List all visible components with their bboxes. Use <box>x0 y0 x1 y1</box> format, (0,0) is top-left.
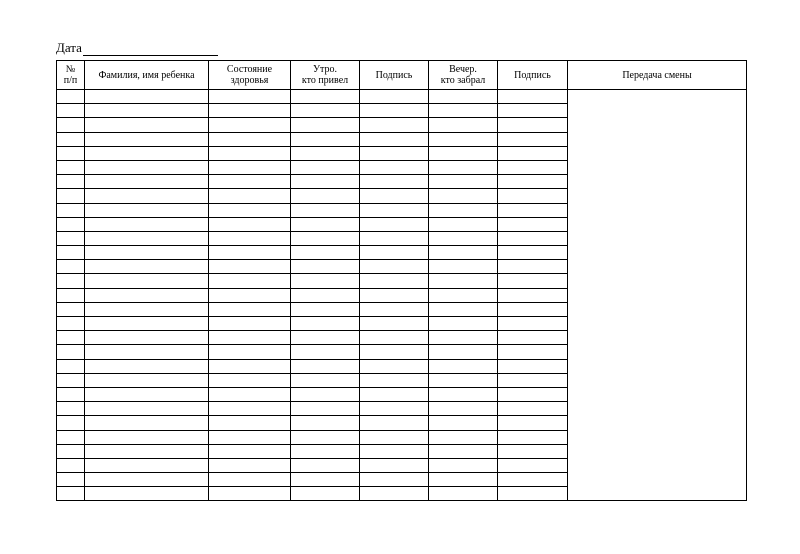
header-health: Состояние здоровья <box>209 61 291 90</box>
cell-signature-1[interactable] <box>360 217 429 231</box>
cell-signature-2[interactable] <box>498 231 568 245</box>
cell-num[interactable] <box>57 246 85 260</box>
cell-child-name[interactable] <box>85 189 209 203</box>
cell-evening[interactable] <box>429 288 498 302</box>
cell-child-name[interactable] <box>85 345 209 359</box>
cell-child-name[interactable] <box>85 487 209 501</box>
cell-health[interactable] <box>209 345 291 359</box>
cell-morning[interactable] <box>291 373 360 387</box>
cell-child-name[interactable] <box>85 458 209 472</box>
cell-evening[interactable] <box>429 430 498 444</box>
cell-signature-1[interactable] <box>360 430 429 444</box>
cell-signature-2[interactable] <box>498 246 568 260</box>
cell-signature-2[interactable] <box>498 104 568 118</box>
cell-num[interactable] <box>57 430 85 444</box>
cell-signature-2[interactable] <box>498 118 568 132</box>
cell-health[interactable] <box>209 402 291 416</box>
cell-child-name[interactable] <box>85 331 209 345</box>
cell-morning[interactable] <box>291 203 360 217</box>
cell-health[interactable] <box>209 387 291 401</box>
cell-signature-1[interactable] <box>360 160 429 174</box>
cell-num[interactable] <box>57 444 85 458</box>
cell-signature-2[interactable] <box>498 331 568 345</box>
cell-num[interactable] <box>57 288 85 302</box>
cell-signature-1[interactable] <box>360 458 429 472</box>
cell-health[interactable] <box>209 217 291 231</box>
cell-health[interactable] <box>209 331 291 345</box>
cell-num[interactable] <box>57 373 85 387</box>
cell-child-name[interactable] <box>85 387 209 401</box>
cell-evening[interactable] <box>429 473 498 487</box>
cell-evening[interactable] <box>429 246 498 260</box>
cell-child-name[interactable] <box>85 132 209 146</box>
cell-morning[interactable] <box>291 487 360 501</box>
cell-morning[interactable] <box>291 175 360 189</box>
cell-num[interactable] <box>57 274 85 288</box>
cell-morning[interactable] <box>291 160 360 174</box>
cell-child-name[interactable] <box>85 217 209 231</box>
cell-signature-2[interactable] <box>498 345 568 359</box>
cell-evening[interactable] <box>429 444 498 458</box>
cell-num[interactable] <box>57 402 85 416</box>
cell-morning[interactable] <box>291 288 360 302</box>
cell-signature-1[interactable] <box>360 402 429 416</box>
cell-health[interactable] <box>209 118 291 132</box>
cell-evening[interactable] <box>429 104 498 118</box>
cell-morning[interactable] <box>291 317 360 331</box>
cell-signature-1[interactable] <box>360 260 429 274</box>
cell-num[interactable] <box>57 458 85 472</box>
table-row <box>57 90 747 104</box>
cell-child-name[interactable] <box>85 160 209 174</box>
table-header <box>57 61 747 90</box>
cell-signature-2[interactable] <box>498 473 568 487</box>
cell-health[interactable] <box>209 373 291 387</box>
cell-num[interactable] <box>57 132 85 146</box>
cell-evening[interactable] <box>429 416 498 430</box>
date-field <box>56 40 218 56</box>
cell-num[interactable] <box>57 217 85 231</box>
cell-num[interactable] <box>57 189 85 203</box>
cell-signature-1[interactable] <box>360 288 429 302</box>
cell-signature-1[interactable] <box>360 146 429 160</box>
cell-num[interactable] <box>57 473 85 487</box>
cell-morning[interactable] <box>291 231 360 245</box>
cell-num[interactable] <box>57 487 85 501</box>
cell-signature-2[interactable] <box>498 132 568 146</box>
cell-evening[interactable] <box>429 387 498 401</box>
cell-evening[interactable] <box>429 175 498 189</box>
cell-signature-2[interactable] <box>498 430 568 444</box>
cell-child-name[interactable] <box>85 430 209 444</box>
cell-morning[interactable] <box>291 402 360 416</box>
cell-signature-1[interactable] <box>360 302 429 316</box>
date-input-line[interactable] <box>83 43 218 56</box>
cell-signature-2[interactable] <box>498 359 568 373</box>
cell-num[interactable] <box>57 231 85 245</box>
cell-evening[interactable] <box>429 189 498 203</box>
cell-signature-2[interactable] <box>498 387 568 401</box>
cell-child-name[interactable] <box>85 203 209 217</box>
cell-signature-1[interactable] <box>360 189 429 203</box>
cell-health[interactable] <box>209 231 291 245</box>
cell-health[interactable] <box>209 359 291 373</box>
cell-child-name[interactable] <box>85 246 209 260</box>
cell-signature-1[interactable] <box>360 387 429 401</box>
cell-morning[interactable] <box>291 387 360 401</box>
cell-signature-2[interactable] <box>498 444 568 458</box>
cell-signature-1[interactable] <box>360 246 429 260</box>
cell-morning[interactable] <box>291 90 360 104</box>
cell-num[interactable] <box>57 302 85 316</box>
cell-signature-2[interactable] <box>498 189 568 203</box>
cell-morning[interactable] <box>291 217 360 231</box>
cell-signature-2[interactable] <box>498 260 568 274</box>
cell-signature-2[interactable] <box>498 458 568 472</box>
cell-evening[interactable] <box>429 331 498 345</box>
cell-child-name[interactable] <box>85 473 209 487</box>
cell-child-name[interactable] <box>85 402 209 416</box>
cell-signature-2[interactable] <box>498 90 568 104</box>
cell-evening[interactable] <box>429 203 498 217</box>
cell-health[interactable] <box>209 146 291 160</box>
cell-child-name[interactable] <box>85 416 209 430</box>
cell-morning[interactable] <box>291 444 360 458</box>
cell-evening[interactable] <box>429 231 498 245</box>
cell-signature-1[interactable] <box>360 331 429 345</box>
cell-morning[interactable] <box>291 473 360 487</box>
cell-evening[interactable] <box>429 132 498 146</box>
cell-signature-1[interactable] <box>360 473 429 487</box>
cell-signature-1[interactable] <box>360 274 429 288</box>
cell-child-name[interactable] <box>85 373 209 387</box>
cell-child-name[interactable] <box>85 317 209 331</box>
cell-morning[interactable] <box>291 345 360 359</box>
cell-health[interactable] <box>209 274 291 288</box>
cell-health[interactable] <box>209 104 291 118</box>
cell-num[interactable] <box>57 345 85 359</box>
cell-num[interactable] <box>57 146 85 160</box>
cell-health[interactable] <box>209 473 291 487</box>
cell-signature-2[interactable] <box>498 160 568 174</box>
cell-morning[interactable] <box>291 132 360 146</box>
cell-child-name[interactable] <box>85 274 209 288</box>
cell-num[interactable] <box>57 260 85 274</box>
cell-num[interactable] <box>57 160 85 174</box>
cell-signature-1[interactable] <box>360 317 429 331</box>
cell-signature-1[interactable] <box>360 175 429 189</box>
cell-evening[interactable] <box>429 402 498 416</box>
cell-signature-2[interactable] <box>498 146 568 160</box>
cell-morning[interactable] <box>291 274 360 288</box>
cell-health[interactable] <box>209 302 291 316</box>
cell-evening[interactable] <box>429 260 498 274</box>
cell-health[interactable] <box>209 444 291 458</box>
cell-morning[interactable] <box>291 146 360 160</box>
cell-num[interactable] <box>57 175 85 189</box>
cell-num[interactable] <box>57 331 85 345</box>
cell-evening[interactable] <box>429 118 498 132</box>
cell-morning[interactable] <box>291 118 360 132</box>
cell-evening[interactable] <box>429 359 498 373</box>
cell-morning[interactable] <box>291 104 360 118</box>
cell-signature-1[interactable] <box>360 203 429 217</box>
header-signature-2: Подпись <box>498 61 568 90</box>
cell-health[interactable] <box>209 160 291 174</box>
cell-evening[interactable] <box>429 373 498 387</box>
cell-child-name[interactable] <box>85 118 209 132</box>
cell-signature-2[interactable] <box>498 288 568 302</box>
cell-evening[interactable] <box>429 458 498 472</box>
cell-child-name[interactable] <box>85 302 209 316</box>
attendance-table <box>56 60 747 501</box>
cell-child-name[interactable] <box>85 90 209 104</box>
cell-signature-1[interactable] <box>360 359 429 373</box>
cell-health[interactable] <box>209 430 291 444</box>
cell-signature-2[interactable] <box>498 487 568 501</box>
cell-child-name[interactable] <box>85 444 209 458</box>
cell-health[interactable] <box>209 487 291 501</box>
cell-child-name[interactable] <box>85 146 209 160</box>
cell-child-name[interactable] <box>85 231 209 245</box>
cell-signature-1[interactable] <box>360 345 429 359</box>
cell-child-name[interactable] <box>85 260 209 274</box>
cell-signature-2[interactable] <box>498 175 568 189</box>
cell-child-name[interactable] <box>85 104 209 118</box>
header-child-name: Фамилия, имя ребенка <box>85 61 209 90</box>
header-morning: Утро. кто привел <box>291 61 360 90</box>
cell-child-name[interactable] <box>85 175 209 189</box>
cell-health[interactable] <box>209 260 291 274</box>
cell-health[interactable] <box>209 317 291 331</box>
cell-shift-handover[interactable] <box>568 90 747 501</box>
cell-health[interactable] <box>209 175 291 189</box>
cell-signature-1[interactable] <box>360 231 429 245</box>
header-num: № п/п <box>57 61 85 90</box>
cell-evening[interactable] <box>429 217 498 231</box>
cell-morning[interactable] <box>291 246 360 260</box>
cell-health[interactable] <box>209 416 291 430</box>
cell-health[interactable] <box>209 288 291 302</box>
cell-num[interactable] <box>57 118 85 132</box>
cell-health[interactable] <box>209 132 291 146</box>
header-signature-1: Подпись <box>360 61 429 90</box>
cell-morning[interactable] <box>291 302 360 316</box>
header-shift-handover: Передача смены <box>568 61 747 90</box>
cell-morning[interactable] <box>291 331 360 345</box>
cell-signature-1[interactable] <box>360 132 429 146</box>
table-body <box>57 90 747 501</box>
cell-health[interactable] <box>209 458 291 472</box>
cell-child-name[interactable] <box>85 288 209 302</box>
header-evening: Вечер. кто забрал <box>429 61 498 90</box>
cell-health[interactable] <box>209 189 291 203</box>
cell-morning[interactable] <box>291 430 360 444</box>
cell-morning[interactable] <box>291 416 360 430</box>
cell-signature-1[interactable] <box>360 373 429 387</box>
header-row <box>57 61 747 90</box>
cell-morning[interactable] <box>291 458 360 472</box>
cell-morning[interactable] <box>291 189 360 203</box>
cell-evening[interactable] <box>429 90 498 104</box>
date-label: Дата <box>56 40 82 55</box>
cell-evening[interactable] <box>429 302 498 316</box>
cell-health[interactable] <box>209 246 291 260</box>
cell-signature-1[interactable] <box>360 487 429 501</box>
cell-num[interactable] <box>57 104 85 118</box>
cell-num[interactable] <box>57 359 85 373</box>
cell-signature-2[interactable] <box>498 203 568 217</box>
cell-evening[interactable] <box>429 160 498 174</box>
cell-morning[interactable] <box>291 359 360 373</box>
cell-signature-1[interactable] <box>360 416 429 430</box>
cell-evening[interactable] <box>429 274 498 288</box>
cell-signature-2[interactable] <box>498 274 568 288</box>
cell-num[interactable] <box>57 416 85 430</box>
cell-signature-1[interactable] <box>360 444 429 458</box>
cell-morning[interactable] <box>291 260 360 274</box>
cell-child-name[interactable] <box>85 359 209 373</box>
cell-num[interactable] <box>57 90 85 104</box>
cell-signature-1[interactable] <box>360 90 429 104</box>
cell-health[interactable] <box>209 90 291 104</box>
cell-signature-2[interactable] <box>498 302 568 316</box>
cell-signature-2[interactable] <box>498 416 568 430</box>
cell-signature-2[interactable] <box>498 217 568 231</box>
cell-signature-2[interactable] <box>498 317 568 331</box>
cell-signature-2[interactable] <box>498 373 568 387</box>
cell-signature-1[interactable] <box>360 118 429 132</box>
cell-num[interactable] <box>57 317 85 331</box>
cell-evening[interactable] <box>429 487 498 501</box>
cell-evening[interactable] <box>429 345 498 359</box>
cell-health[interactable] <box>209 203 291 217</box>
cell-evening[interactable] <box>429 317 498 331</box>
cell-num[interactable] <box>57 203 85 217</box>
cell-num[interactable] <box>57 387 85 401</box>
cell-signature-2[interactable] <box>498 402 568 416</box>
cell-signature-1[interactable] <box>360 104 429 118</box>
cell-evening[interactable] <box>429 146 498 160</box>
